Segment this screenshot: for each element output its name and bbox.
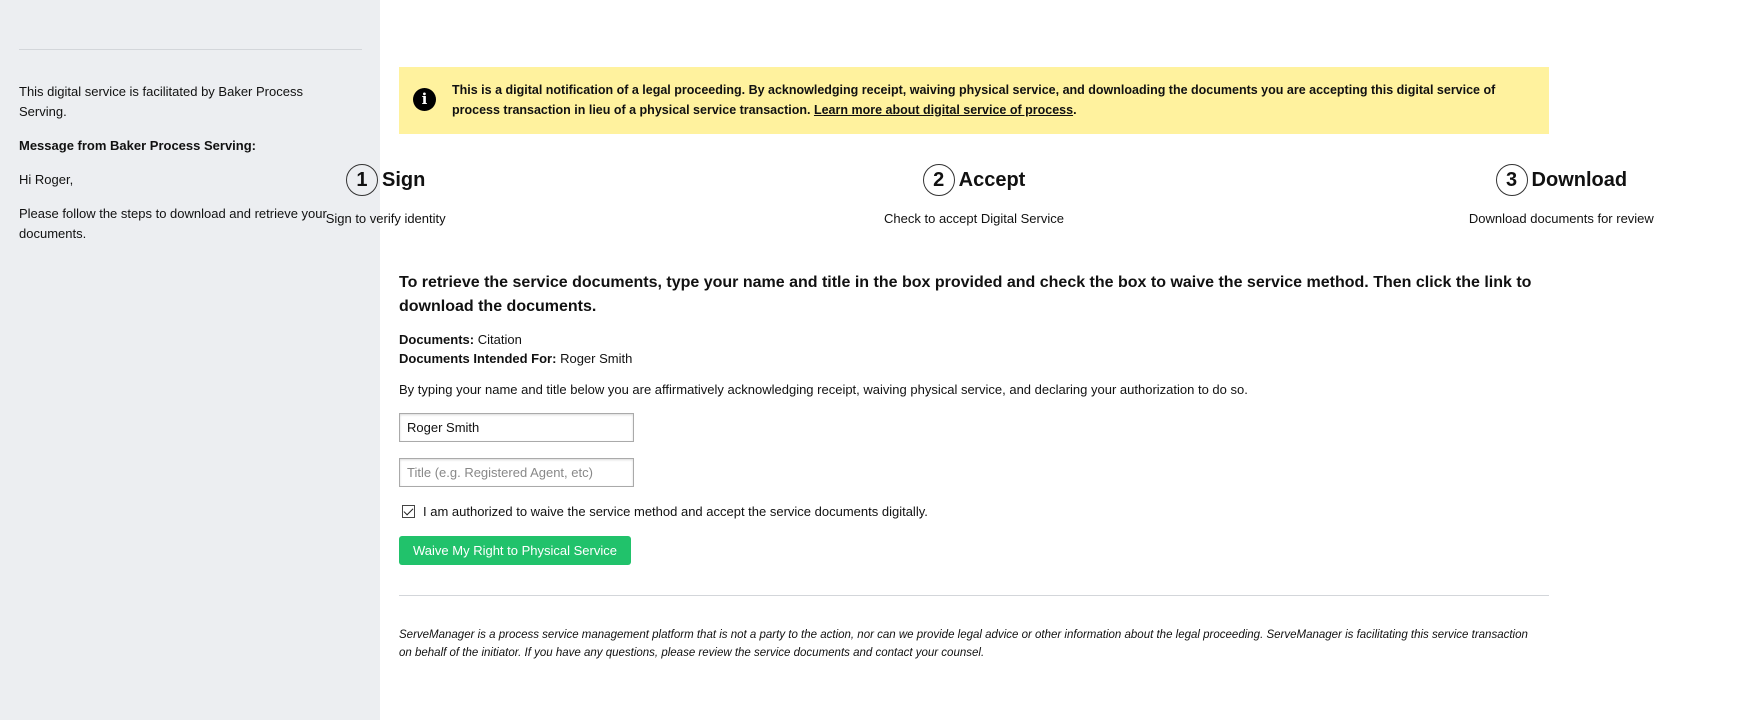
info-circle-icon: i [413,88,436,111]
title-input[interactable] [399,458,634,487]
step-title: Sign [381,168,426,191]
intended-for-label: Documents Intended For: [399,351,557,366]
waive-physical-service-button[interactable]: Waive My Right to Physical Service [399,536,631,565]
legal-notice-banner [399,67,1549,134]
footer-divider [399,595,1549,596]
authorization-checkbox[interactable] [402,505,415,518]
documents-row [399,330,1549,349]
step-accept [782,164,1165,226]
step-title: Download [1531,168,1628,191]
step-header [782,164,1165,196]
acknowledgement-text: By typing your name and title below you are affirmatively acknowledging receipt, waiving physical service, and declaring your authorization to do so. [399,382,1248,397]
name-input[interactable] [399,413,634,442]
instructions-heading: To retrieve the service documents, type your name and title in the box provided and check the box to waive the service method. Then click the link to download the documents. [399,274,1532,315]
footer-disclaimer: ServeManager is a process service management platform that is not a party to the action, nor can we provide legal advice or other information about the legal proceeding. ServeManager is facilitating this service transaction on behalf of the initiator. If you have any questions, please review the service documents and contact your counsel. [399,629,1528,659]
sidebar-greeting: Hi Roger, [19,172,74,187]
step-description: Check to accept Digital Service [884,211,1064,226]
notice-text: This is a digital notification of a legal proceeding. By acknowledging receipt, waiving physical service, and downloading the documents you are accepting this digital service of process transaction in lieu of a physical service transaction. [452,83,1496,117]
sidebar-intro: This digital service is facilitated by Baker Process Serving. [19,84,303,119]
step-header [194,164,577,196]
step-description: Download documents for review [1468,211,1654,226]
sidebar-message-body: Please follow the steps to download and retrieve your documents. [19,206,327,241]
sidebar-message-heading: Message from Baker Process Serving: [19,138,256,153]
step-number-badge: 1 [346,164,378,196]
step-header [1370,164,1753,196]
step-sign [325,164,782,226]
documents-value: Citation [477,332,522,347]
learn-more-link[interactable]: Learn more about digital service of process [813,102,1074,117]
step-number-badge: 2 [923,164,955,196]
notice-trailing: . [1073,102,1077,117]
steps-row [325,164,1654,226]
documents-info [399,330,1549,368]
step-download [1166,164,1654,226]
sidebar-divider [19,49,362,50]
intended-for-value: Roger Smith [560,351,633,366]
notice-text-block [452,81,1509,120]
authorization-checkbox-row[interactable] [399,504,1549,519]
step-number-badge: 3 [1496,164,1528,196]
documents-label: Documents: [399,332,475,347]
main-content [325,0,1654,720]
sidebar [0,0,380,720]
intended-for-row [399,349,1549,368]
step-description: Sign to verify identity [325,211,446,226]
authorization-checkbox-label: I am authorized to waive the service method and accept the service documents digitally. [423,504,928,519]
step-title: Accept [958,168,1026,191]
